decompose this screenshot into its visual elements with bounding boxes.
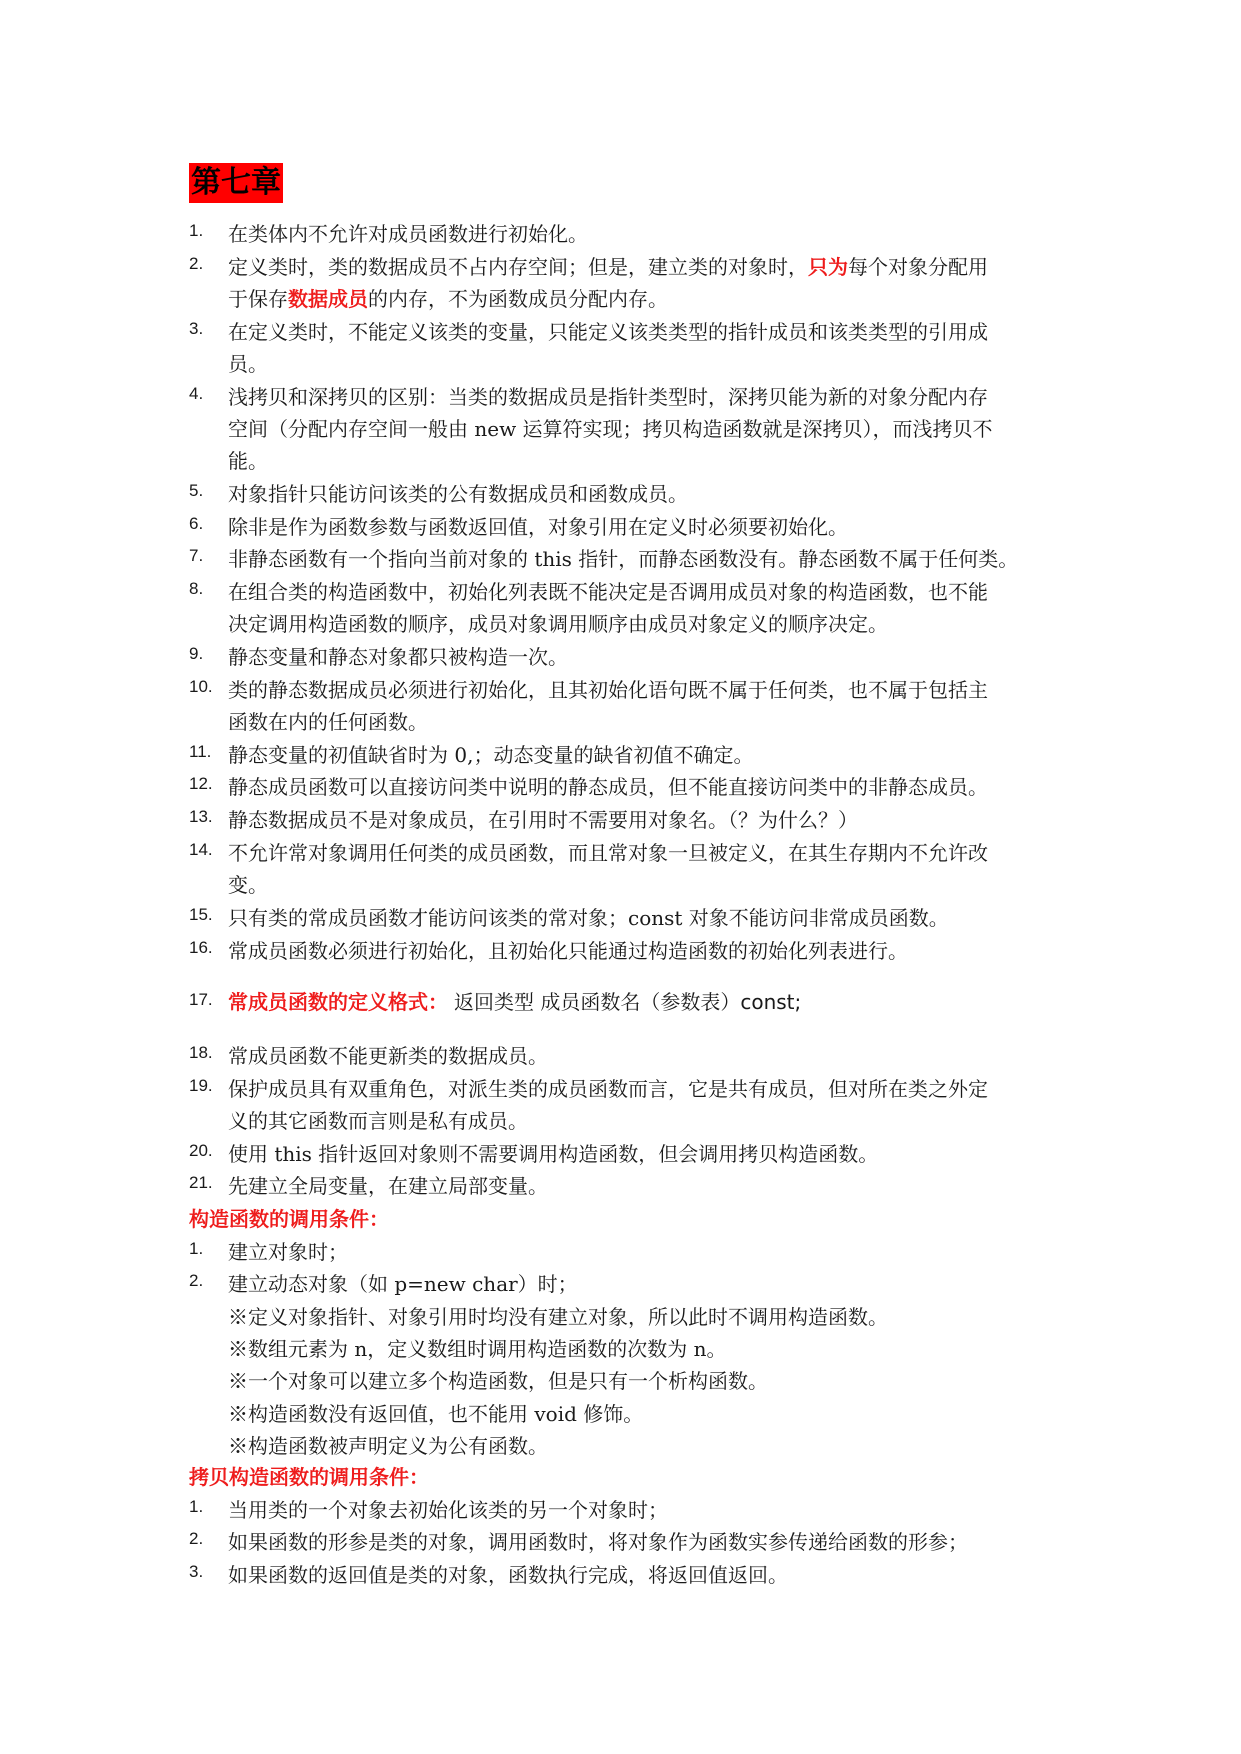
highlight-text: 只为: [808, 255, 848, 279]
item-number: 12.: [189, 774, 213, 793]
item-text: 如果函数的返回值是类的对象，函数执行完成，将返回值返回。: [228, 1563, 788, 1587]
item-number: 7.: [189, 546, 204, 565]
item-text: 在组合类的构造函数中，初始化列表既不能决定是否调用成员对象的构造函数，也不能: [228, 580, 988, 604]
item-number: 14.: [189, 840, 213, 859]
item-text: 类的静态数据成员必须进行初始化，且其初始化语句既不属于任何类，也不属于包括主: [228, 678, 988, 702]
item-number: 4.: [189, 384, 204, 403]
highlight-text: 常成员函数的定义格式：: [228, 990, 448, 1014]
item-text: [228, 986, 801, 1015]
note-line: ※构造函数被声明定义为公有函数。: [228, 1434, 548, 1458]
item-text: 浅拷贝和深拷贝的区别：当类的数据成员是指针类型时，深拷贝能为新的对象分配内存: [228, 385, 988, 409]
item-text: 使用 this 指针返回对象则不需要调用构造函数，但会调用拷贝构造函数。: [228, 1142, 879, 1166]
item-number: 10.: [189, 677, 213, 696]
section-heading-constructor: 构造函数的调用条件：: [189, 1207, 389, 1231]
item-number: 15.: [189, 905, 213, 924]
item-text: 在定义类时，不能定义该类的变量，只能定义该类类型的指针成员和该类类型的引用成: [228, 320, 988, 344]
item-text-part: 定义类时，类的数据成员不占内存空间；但是，建立类的对象时，: [228, 255, 808, 279]
item-text: 函数在内的任何函数。: [228, 710, 428, 734]
item-number: 8.: [189, 579, 204, 598]
item-text: 空间（分配内存空间一般由 new 运算符实现；拷贝构造函数就是深拷贝），而浅拷贝不: [228, 417, 993, 441]
item-number: 3.: [189, 319, 204, 338]
item-text: 常成员函数必须进行初始化，且初始化只能通过构造函数的初始化列表进行。: [228, 939, 908, 963]
item-text: 在类体内不允许对成员函数进行初始化。: [228, 222, 588, 246]
note-line: ※构造函数没有返回值，也不能用 void 修饰。: [228, 1402, 644, 1426]
item-text: 先建立全局变量，在建立局部变量。: [228, 1174, 548, 1198]
note-line: ※一个对象可以建立多个构造函数，但是只有一个析构函数。: [228, 1369, 768, 1393]
item-text: 员。: [228, 352, 268, 376]
item-number: 2.: [189, 254, 204, 273]
item-number: 20.: [189, 1141, 213, 1160]
item-text: 义的其它函数而言则是私有成员。: [228, 1109, 528, 1133]
item-text: 保护成员具有双重角色，对派生类的成员函数而言，它是共有成员，但对所在类之外定: [228, 1077, 988, 1101]
item-text: 不允许常对象调用任何类的成员函数，而且常对象一旦被定义，在其生存期内不允许改: [228, 841, 988, 865]
item-text: 决定调用构造函数的顺序，成员对象调用顺序由成员对象定义的顺序决定。: [228, 612, 888, 636]
chapter-title: 第七章: [189, 163, 283, 203]
item-number: 17.: [189, 990, 213, 1009]
item-text: 静态成员函数可以直接访问类中说明的静态成员，但不能直接访问类中的非静态成员。: [228, 775, 988, 799]
item-text: 建立动态对象（如 p=new char）时；: [228, 1272, 578, 1296]
item-number: 18.: [189, 1043, 213, 1062]
item-text-part: 于保存: [228, 287, 288, 311]
item-text: [228, 251, 988, 280]
item-number: 6.: [189, 514, 204, 533]
item-number: 1.: [189, 1497, 204, 1516]
item-number: 21.: [189, 1173, 213, 1192]
highlight-text: 数据成员: [288, 287, 368, 311]
item-number: 1.: [189, 1239, 204, 1258]
item-text: [228, 283, 668, 312]
item-text: 静态变量的初值缺省时为 0,；动态变量的缺省初值不确定。: [228, 743, 754, 767]
item-text: 静态数据成员不是对象成员，在引用时不需要用对象名。（？为什么？）: [228, 808, 858, 832]
item-text: 静态变量和静态对象都只被构造一次。: [228, 645, 568, 669]
item-number: 5.: [189, 481, 204, 500]
item-number: 19.: [189, 1076, 213, 1095]
item-text: 只有类的常成员函数才能访问该类的常对象；const 对象不能访问非常成员函数。: [228, 906, 949, 930]
item-number: 16.: [189, 938, 213, 957]
section-heading-copy-constructor: 拷贝构造函数的调用条件：: [189, 1465, 429, 1489]
item-number: 2.: [189, 1271, 204, 1290]
item-text-part: 每个对象分配用: [848, 255, 988, 279]
item-text: 常成员函数不能更新类的数据成员。: [228, 1044, 548, 1068]
note-line: ※数组元素为 n，定义数组时调用构造函数的次数为 n。: [228, 1337, 727, 1361]
item-text: 如果函数的形参是类的对象，调用函数时，将对象作为函数实参传递给函数的形参；: [228, 1530, 968, 1554]
item-text: 除非是作为函数参数与函数返回值，对象引用在定义时必须要初始化。: [228, 515, 848, 539]
item-number: 13.: [189, 807, 213, 826]
item-text: 变。: [228, 873, 268, 897]
item-number: 9.: [189, 644, 204, 663]
item-text: 非静态函数有一个指向当前对象的 this 指针，而静态函数没有。静态函数不属于任何类。: [228, 547, 1019, 571]
item-number: 11.: [189, 742, 212, 761]
format-text: 返回类型 成员函数名（参数表）const;: [454, 990, 802, 1014]
item-number: 1.: [189, 221, 204, 240]
item-number: 3.: [189, 1562, 204, 1581]
item-number: 2.: [189, 1529, 204, 1548]
item-text: 对象指针只能访问该类的公有数据成员和函数成员。: [228, 482, 688, 506]
item-text-part: 的内存，不为函数成员分配内存。: [368, 287, 668, 311]
note-line: ※定义对象指针、对象引用时均没有建立对象，所以此时不调用构造函数。: [228, 1305, 888, 1329]
item-text: 建立对象时；: [228, 1240, 348, 1264]
item-text: 能。: [228, 449, 268, 473]
item-text: 当用类的一个对象去初始化该类的另一个对象时；: [228, 1498, 668, 1522]
